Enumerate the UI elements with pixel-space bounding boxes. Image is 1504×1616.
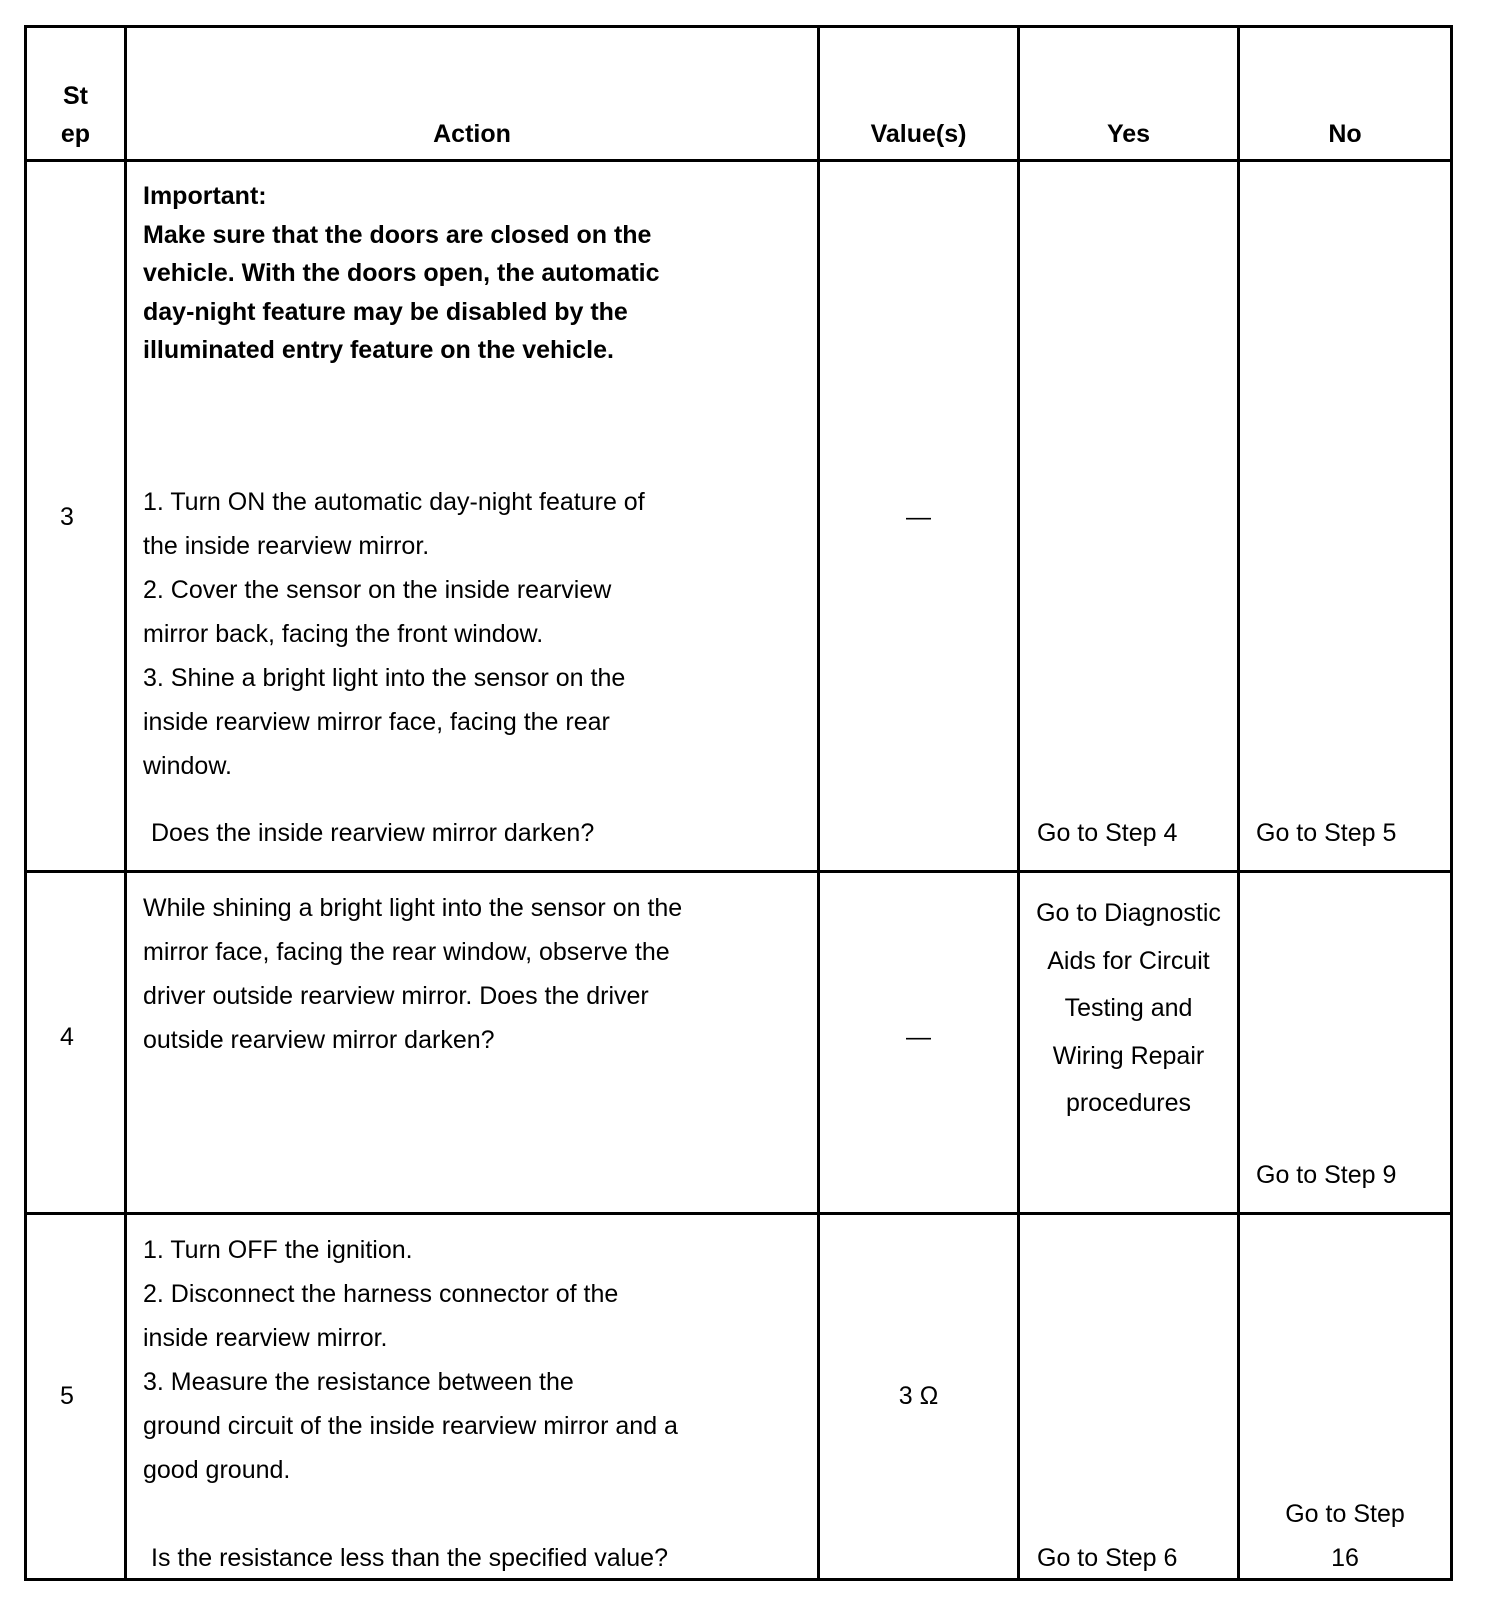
no-result: Go to Step 5 bbox=[1256, 819, 1397, 847]
column-divider-action bbox=[817, 25, 820, 1581]
action-line: 3. Measure the resistance between the bbox=[143, 1368, 574, 1396]
no-result: Go to Step 9 bbox=[1256, 1161, 1397, 1189]
important-line: Make sure that the doors are closed on the bbox=[143, 220, 652, 249]
header-step-line2: ep bbox=[60, 120, 91, 148]
yes-result: Go to Step 6 bbox=[1037, 1544, 1178, 1572]
step-number: 4 bbox=[60, 1023, 74, 1051]
action-line: driver outside rearview mirror. Does the driver bbox=[143, 982, 649, 1010]
header-values: Value(s) bbox=[870, 120, 967, 148]
yes-line: procedures bbox=[1065, 1089, 1192, 1117]
action-line: ground circuit of the inside rearview mirror and a bbox=[143, 1412, 678, 1440]
header-yes: Yes bbox=[1106, 120, 1151, 148]
diagnostic-table bbox=[24, 25, 1453, 1581]
yes-line: Aids for Circuit bbox=[1047, 946, 1210, 975]
no-line: 16 bbox=[1331, 1544, 1359, 1572]
action-question: Is the resistance less than the specified value? bbox=[151, 1544, 668, 1572]
yes-line: Go to Diagnostic bbox=[1036, 899, 1221, 927]
column-divider-values bbox=[1017, 25, 1020, 1581]
action-line: inside rearview mirror face, facing the rear bbox=[143, 708, 610, 736]
action-line: inside rearview mirror. bbox=[143, 1324, 388, 1352]
header-no: No bbox=[1328, 120, 1362, 148]
action-question: Does the inside rearview mirror darken? bbox=[151, 819, 595, 847]
important-note bbox=[143, 177, 660, 370]
action-line: 1. Turn OFF the ignition. bbox=[143, 1236, 413, 1264]
action-line: mirror back, facing the front window. bbox=[143, 620, 544, 648]
important-line: illuminated entry feature on the vehicle. bbox=[143, 336, 614, 364]
action-line: 1. Turn ON the automatic day-night feature of bbox=[143, 488, 645, 516]
no-result bbox=[1240, 1492, 1450, 1580]
action-line: While shining a bright light into the sensor on the bbox=[143, 894, 683, 922]
action-line: 3. Shine a bright light into the sensor on the bbox=[143, 664, 626, 692]
step-number: 5 bbox=[60, 1382, 74, 1410]
yes-result bbox=[1020, 890, 1237, 1128]
action-steps bbox=[143, 886, 682, 1062]
header-step-line1: St bbox=[63, 82, 88, 110]
header-step bbox=[27, 77, 124, 153]
table-border-left bbox=[24, 25, 27, 1581]
action-line: outside rearview mirror darken? bbox=[143, 1026, 495, 1054]
action-steps bbox=[143, 1228, 678, 1492]
no-line: Go to Step bbox=[1285, 1500, 1405, 1528]
column-divider-step bbox=[124, 25, 127, 1581]
table-border-right bbox=[1450, 25, 1453, 1581]
value-cell: — bbox=[906, 1023, 931, 1051]
step-number: 3 bbox=[60, 503, 74, 531]
important-line: vehicle. With the doors open, the automatic bbox=[143, 259, 660, 287]
important-line: day-night feature may be disabled by the bbox=[143, 297, 628, 326]
yes-line: Testing and bbox=[1064, 994, 1193, 1022]
action-steps bbox=[143, 480, 645, 788]
action-line: 2. Cover the sensor on the inside rearview bbox=[143, 576, 612, 604]
action-line: window. bbox=[143, 752, 232, 780]
important-line: Important: bbox=[143, 182, 267, 210]
action-line: the inside rearview mirror. bbox=[143, 532, 430, 560]
column-divider-yes bbox=[1237, 25, 1240, 1581]
action-line: good ground. bbox=[143, 1456, 291, 1484]
action-line: mirror face, facing the rear window, observe the bbox=[143, 938, 670, 966]
yes-line: Wiring Repair bbox=[1052, 1041, 1205, 1070]
value-cell: — bbox=[906, 503, 931, 531]
yes-result: Go to Step 4 bbox=[1037, 819, 1178, 847]
value-cell: 3 Ω bbox=[898, 1382, 939, 1410]
header-action: Action bbox=[433, 120, 511, 148]
action-line: 2. Disconnect the harness connector of the bbox=[143, 1280, 619, 1308]
